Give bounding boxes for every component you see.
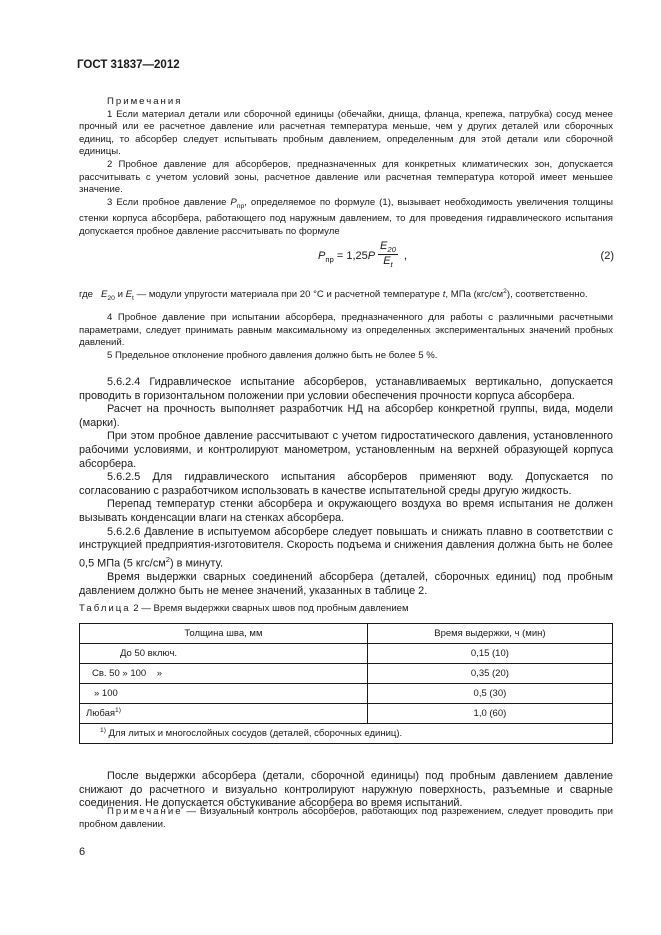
formula-number: (2) xyxy=(600,250,614,262)
table-row: » 100 0,5 (30) xyxy=(80,684,613,704)
table-row: До 50 включ. 0,15 (10) xyxy=(80,644,613,664)
table-caption: Таблица 2 — Время выдержки сварных швов под пробным давлением xyxy=(79,603,409,614)
column-header-thickness: Толщина шва, мм xyxy=(80,624,368,644)
document-code: ГОСТ 31837—2012 xyxy=(77,59,180,71)
note-2: 2 Пробное давление для абсорберов, предназначенных для конкретных климатических зон, допускается рассчитывать с учетом условий зоны, расчетное давление или расчетная температура которой имеет меньшее значение. xyxy=(79,158,613,196)
main-text xyxy=(79,376,613,598)
table-header-row xyxy=(80,624,613,644)
table-row: Любая$^{1)}$ 1,0 (60) xyxy=(80,704,613,724)
after-table-text xyxy=(79,770,613,811)
page-number: 6 xyxy=(79,846,86,858)
paragraph-temperature: Перепад температур стенки абсорбера и окружающего воздуха во время испытания не должен вызывать конденсации влаги на стенках абсорбера. xyxy=(79,498,613,524)
final-note: Примечание — Визуальный контроль абсорберов, работающих под разрежением, следует проводить при пробном давлении. xyxy=(79,806,613,830)
table-row: Св. 50 » 100 » 0,35 (20) xyxy=(80,664,613,684)
notes-block xyxy=(79,96,613,238)
note-4: 4 Пробное давление при испытании абсорбера, предназначенного для работы с различными расчетными параметрами, следует принимать равным максимальному из определенных экспериментальных значений пробных давлений. xyxy=(79,312,613,349)
paragraph-5-6-2-5: 5.6.2.5 Для гидравлического испытания абсорберов применяют воду. Допускается по согласованию с разработчиком использовать в качестве испытательной среды другую жидкость. xyxy=(79,471,613,497)
paragraph-after-hold: После выдержки абсорбера (детали, сборочной единицы) под пробным давлением давление снижают до расчетного и визуально контролируют наружную поверхность, разъемные и сварные соединения. Не допускается обстукивание абсорбера во время испытаний. xyxy=(79,770,613,810)
paragraph-hold-time: Время выдержки сварных соединений абсорбера (деталей, сборочных единиц) под пробным давлением должно быть не менее значений, указанных в таблице 2. xyxy=(79,570,613,597)
table-2 xyxy=(79,623,613,744)
note-3: 3 Если пробное давление $P_{пр}$, определяемое по формуле (1), вызывает необходимость увеличения толщины стенки корпуса абсорбера, работающего под наружным давлением, то для проведения гидравлического испытания допускается пробное давление рассчитывать по формуле xyxy=(79,196,613,237)
notes-title: Примечания xyxy=(107,96,183,107)
paragraph-5-6-2-6: 5.6.2.6 Давление в испытуемом абсорбере следует повышать и снижать плавно в соответствии с инструкцией предприятия-изготовителя. Скорость подъема и снижения давления должна быть не более 0,5 МПа (5 кгс/$см^2$) в минуту. xyxy=(79,525,613,570)
table-footnote-row: $^{1)}$ Для литых и многослойных сосудов (деталей, сборочных единиц). xyxy=(80,724,613,744)
formula-expression: $P_{пр} = 1,25P$ xyxy=(318,250,376,265)
formula-legend: где $E_{20}$ и $E_t$ — модули упругости материала при 20 °С и расчетной температуре t, МПа $(кгс/см^2)$, соответственно. xyxy=(79,288,588,303)
paragraph-test-pressure: При этом пробное давление рассчитывают с учетом гидростатического давления, установленного рабочими условиями, и контролируют манометром, установленным на верхней образующей корпуса абсорбера. xyxy=(79,430,613,470)
paragraph-strength: Расчет на прочность выполняет разработчик НД на абсорбер конкретной группы, вида, модели (марки). xyxy=(79,403,613,429)
formula-2: $P_{пр} = 1,25P$ $\frac{E_{20}}{E_t}$ , (2) xyxy=(318,240,614,270)
formula-fraction: $\frac{E_{20}}{E_t}$ xyxy=(380,240,396,270)
paragraph-5-6-2-4: 5.6.2.4 Гидравлическое испытание абсорберов, устанавливаемых вертикально, допускается проводить в горизонтальном положении при условии обеспечения прочности корпуса абсорбера. xyxy=(79,376,613,402)
note-5: 5 Предельное отклонение пробного давления должно быть не более 5 %. xyxy=(107,349,438,361)
note-1: 1 Если материал детали или сборочной единицы (обечайки, днища, фланца, крепежа, патрубка) сосуд менее прочный или ее расчетное давление или расчетная температура меньше, чем у других деталей или сборочных единиц, то абсорбер следует испытывать пробным давлением, определенным для этой детали или сборочной единицы. xyxy=(79,108,613,158)
column-header-time: Время выдержки, ч (мин) xyxy=(367,624,612,644)
notes-block-continued xyxy=(79,312,613,362)
